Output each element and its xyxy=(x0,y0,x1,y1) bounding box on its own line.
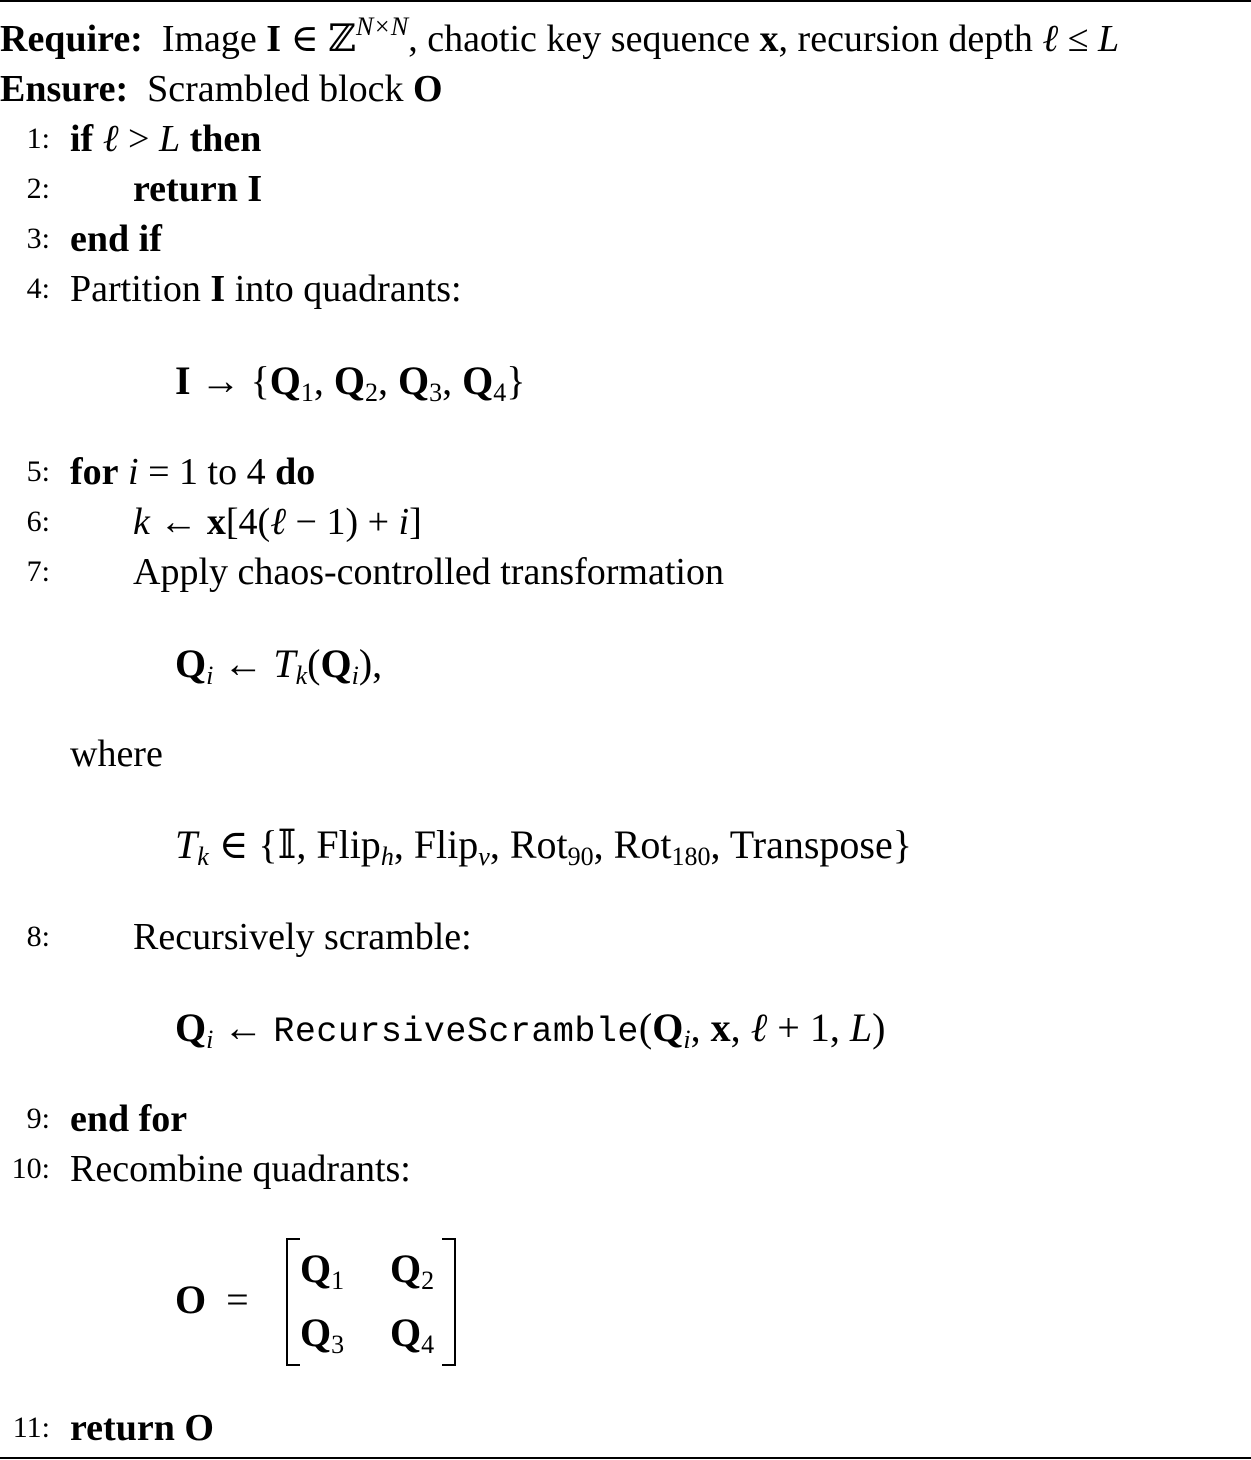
require-label: Require: xyxy=(0,18,143,60)
equation-recurse: $Q_i$ ← $RecursiveScramble(Q_i$, x, ℓ + 1, L) xyxy=(175,1005,886,1054)
line-number: 11: xyxy=(12,1411,50,1444)
line-number: 9: xyxy=(26,1102,50,1135)
line-content: return O xyxy=(70,1407,214,1449)
line-content: return I xyxy=(133,168,263,210)
top-rule xyxy=(0,0,1251,2)
line-number: 3: xyxy=(26,222,50,255)
matrix-cell-q1: $Q_1$ xyxy=(300,1246,345,1295)
ensure-label: Ensure: xyxy=(0,68,129,110)
line-content: Partition I into quadrants: xyxy=(70,268,462,310)
algo-line-8 xyxy=(0,912,1251,962)
equation-transform-set: $T_k$ ∈ {𝕀, Flip$_h$, Flip$_v$, Rot$_{90}$, Rot$_{180}$, Transpose} xyxy=(175,822,912,871)
matrix-cell-q3: $Q_3$ xyxy=(300,1310,345,1359)
algo-line-7 xyxy=(0,547,1251,597)
line-content: Apply chaos-controlled transformation xyxy=(133,551,724,593)
line-content: Recursively scramble: xyxy=(133,916,472,958)
bottom-rule xyxy=(0,1457,1251,1459)
equation-partition: $I \to \{Q_1$, $Q_2$, $Q_3$, $Q_4$} xyxy=(175,358,526,407)
matrix-cell-q2: $Q_2$ xyxy=(390,1246,435,1295)
algo-line-3 xyxy=(0,214,1251,264)
line-content: Recombine quadrants: xyxy=(70,1148,411,1190)
line-content: k ← x[4(ℓ − 1) + i] xyxy=(133,501,422,543)
algo-line-2 xyxy=(0,164,1251,214)
line-number: 5: xyxy=(26,455,50,488)
ensure-text: Scrambled block O xyxy=(147,68,443,110)
line-content: end if xyxy=(70,218,162,260)
algo-line-11 xyxy=(0,1403,1251,1453)
algo-where xyxy=(0,729,1251,779)
line-number: 1: xyxy=(26,122,50,155)
left-bracket xyxy=(286,1238,300,1366)
algo-line-1 xyxy=(0,114,1251,164)
line-content: end for xyxy=(70,1098,188,1140)
matrix-cell-q4: $Q_4$ xyxy=(390,1310,435,1359)
algo-line-4 xyxy=(0,264,1251,314)
ensure-line xyxy=(0,64,443,114)
line-content: if ℓ > L then xyxy=(70,118,262,160)
require-text: Image I ∈ ℤ$^{N\times N}$, chaotic key sequence x, recursion depth ℓ ≤ L xyxy=(161,12,1120,60)
line-number: 6: xyxy=(26,505,50,538)
require-line xyxy=(0,14,1119,64)
line-content: for i = 1 to 4 do xyxy=(70,451,316,493)
line-number: 2: xyxy=(26,172,50,205)
function-name: RecursiveScramble xyxy=(273,1012,639,1052)
algo-line-10 xyxy=(0,1144,1251,1194)
algo-line-9 xyxy=(0,1094,1251,1144)
line-number: 4: xyxy=(26,272,50,305)
line-number: 8: xyxy=(26,920,50,953)
algo-line-6 xyxy=(0,497,1251,547)
equation-transform: $Q_i$ ← $T_k(Q_i)$, xyxy=(175,641,383,690)
right-bracket xyxy=(442,1238,456,1366)
line-number: 7: xyxy=(26,555,50,588)
line-number: 10: xyxy=(11,1152,50,1185)
where-text: where xyxy=(70,733,163,775)
algo-line-5 xyxy=(0,447,1251,497)
